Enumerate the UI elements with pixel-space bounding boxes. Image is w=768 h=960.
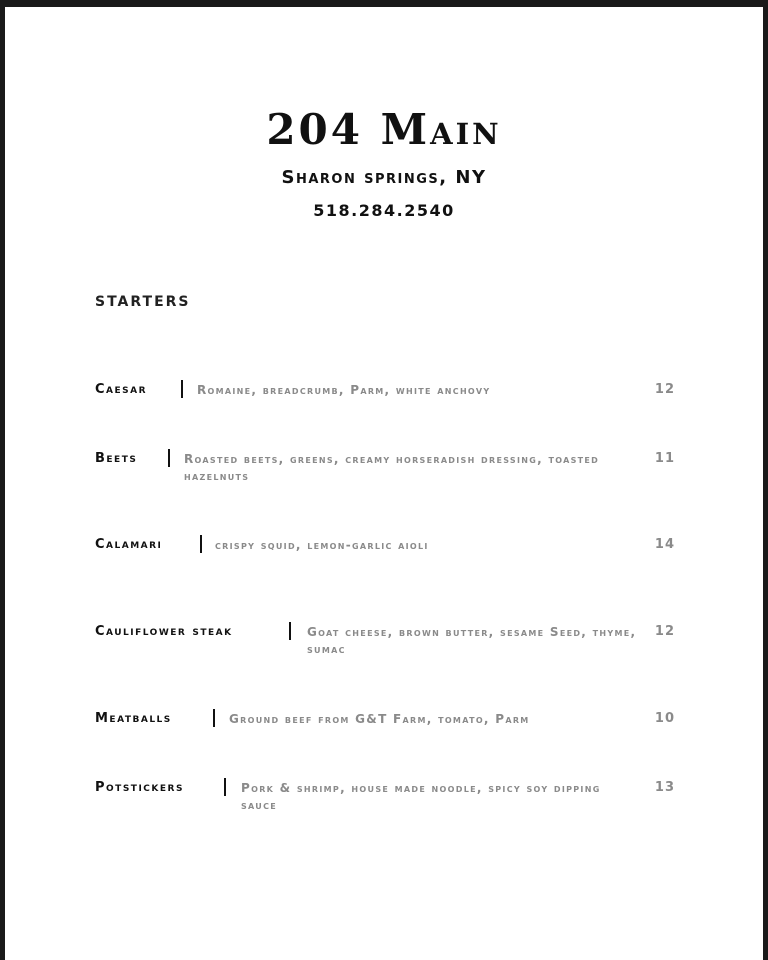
item-description: Pork & shrimp, house made noodle, spicy soy dipping sauce bbox=[241, 781, 601, 812]
item-description: Goat cheese, brown butter, sesame Seed, thyme, sumac bbox=[307, 625, 637, 656]
item-separator bbox=[224, 778, 226, 796]
restaurant-title: 204 Main bbox=[266, 105, 502, 154]
item-name: Calamari bbox=[95, 537, 163, 552]
restaurant-phone: 518.284.2540 bbox=[313, 201, 455, 220]
item-name: Beets bbox=[95, 451, 138, 466]
item-separator bbox=[181, 380, 183, 398]
item-name: Meatballs bbox=[95, 711, 172, 726]
item-separator bbox=[289, 622, 291, 640]
item-separator bbox=[200, 535, 202, 553]
item-separator bbox=[213, 709, 215, 727]
menu-item-calamari bbox=[95, 537, 675, 577]
item-name: Potstickers bbox=[95, 780, 184, 795]
menu-item-caesar bbox=[95, 382, 675, 422]
item-description: crispy squid, lemon-garlic aioli bbox=[215, 538, 429, 552]
item-description: Romaine, breadcrumb, Parm, white anchovy bbox=[197, 383, 491, 397]
section-heading: STARTERS bbox=[95, 294, 191, 310]
item-description: Roasted beets, greens, creamy horseradish dressing, toasted hazelnuts bbox=[184, 452, 600, 483]
menu-item-beets bbox=[95, 451, 675, 491]
item-description: Ground beef from G&T Farm, tomato, Parm bbox=[229, 712, 530, 726]
item-price: 13 bbox=[654, 780, 675, 795]
item-name: Cauliflower steak bbox=[95, 624, 233, 639]
item-price: 12 bbox=[654, 624, 675, 639]
menu-item-potstickers bbox=[95, 780, 675, 820]
item-price: 10 bbox=[654, 711, 675, 726]
item-name: Caesar bbox=[95, 382, 148, 397]
item-price: 12 bbox=[654, 382, 675, 397]
menu-item-meatballs bbox=[95, 711, 675, 751]
menu-item-cauliflower-steak bbox=[95, 624, 675, 664]
item-price: 14 bbox=[654, 537, 675, 552]
restaurant-location: Sharon springs, NY bbox=[281, 167, 487, 188]
menu-page bbox=[5, 7, 763, 960]
item-separator bbox=[168, 449, 170, 467]
item-price: 11 bbox=[654, 451, 675, 466]
